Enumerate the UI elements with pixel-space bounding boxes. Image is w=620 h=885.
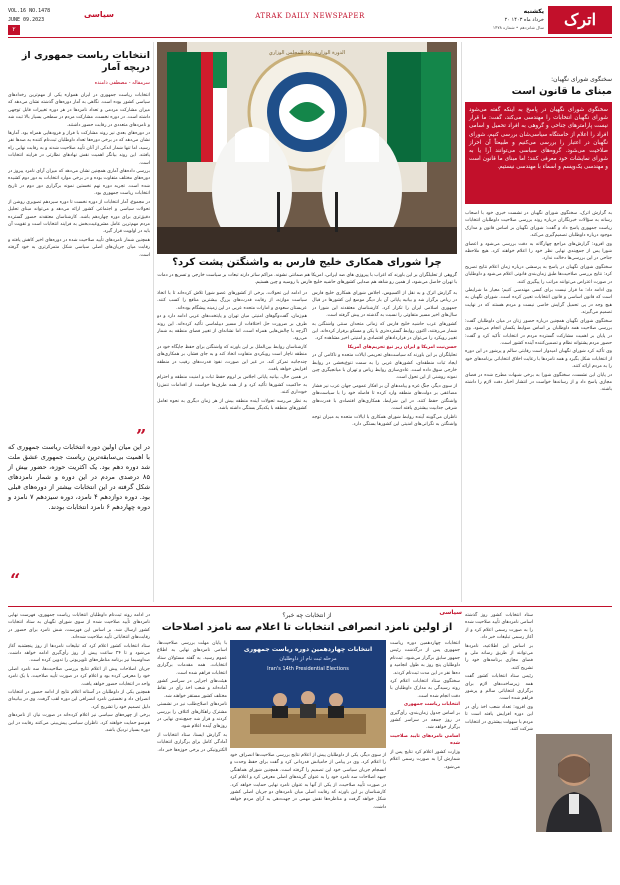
- quote-mark-end: “: [10, 570, 21, 591]
- right-title: مبنای ما قانون است: [511, 86, 612, 97]
- editorial-column: [8, 42, 150, 602]
- top-story-body-col2: در ادامه این تحولات، برخی از کشورهای عضو شورا تلاش کرده‌اند تا با اتخاذ سیاست موازنه، از رقابت قدرت‌های بزرگ بیشترین منافع را کسب کنند. عربستان سعودی و امارات متحده عربی در این زمینه پیشگام بوده‌اند. هم‌زمان، گفت‌وگوهای امنیتی میان تهران و پایتخت‌های عربی ادامه دارد و دو طرف بر ضرورت حل اختلافات از مسیر دیپلماسی تأکید کرده‌اند. این روند اگرچه با چالش‌هایی همراه است، اما نشانه‌ای از تغییر فضای منطقه به شمار می‌رود. کارشناسان روابط بین‌الملل بر این باورند که واشنگتن برای حفظ جایگاه خود در منطقه ناچار است رویکردی متفاوت اتخاذ کند و به جای فشار، بر همکاری‌های چندجانبه تمرکز کند. در غیر این صورت، نفوذ قدرت‌های رقیب در منطقه افزایش خواهد یافت. در همین حال، بیانیه پایانی اجلاس بر لزوم حفظ ثبات و امنیت منطقه و احترام به حاکمیت کشورها تأکید کرد و از همه طرف‌ها خواست از اقدامات تنش‌زا خودداری کنند. به نظر می‌رسد تحولات آینده منطقه بیش از هر زمان دیگری به نحوه تعامل کشورهای منطقه با یکدیگر بستگی داشته باشد.: [157, 291, 307, 412]
- election-photo: [230, 640, 386, 748]
- volume: VOL.16 NO.1478: [8, 8, 51, 14]
- editorial-byline: سرمقاله - مصطفی دامنده: [94, 80, 150, 86]
- bottom-rule: [8, 606, 612, 607]
- column-divider-right: [461, 42, 462, 602]
- masthead-rule: [8, 37, 612, 38]
- right-kicker: سخنگوی شورای نگهبان:: [551, 76, 612, 83]
- right-lead: سخنگوی شورای نگهبان در پاسخ به اینکه گفته می‌شود شورای نگهبان انتخابات را مهندسی می‌کند، گفت: ما قرار نیست پارامترهای جناحی و گروهی به افراد تحمیل و اسامی افراد را اعلام از خاستگاه سیاسی‌شان بررسی کنیم، شورای نگهبان در اعتبار را بررسی می‌کنیم و طبیعتاً آن احراز صلاحیت می‌شود. گروه‌های سیاسی می‌توانند آرا یا به شورای نمایشات خود معرفی کنند؛ اما مبنای ما قانون است و مهندسی یک‌ویسم و اسماء با مهندسی نیستیم.: [465, 102, 612, 204]
- date-en: JUNE 09.2023: [8, 17, 45, 23]
- right-body: به گزارش اترک، سخنگوی شورای نگهبان در نشست خبری خود با اصحاب رسانه به سؤالات خبرنگاران درباره روند بررسی صلاحیت داوطلبان انتخابات ریاست جمهوری پاسخ داد و گفت: شورای نگهبان بر اساس قانون و مدارک موجود درباره داوطلبان تصمیم‌گیری می‌کند. وی افزود: گزارش‌های مراجع چهارگانه به دقت بررسی می‌شود و اعضای شورا پس از جمع‌بندی نهایی نظر خود را اعلام خواهند کرد. هیچ ملاحظه جناحی در این بررسی‌ها دخالت ندارد. سخنگوی شورای نگهبان در پاسخ به پرسشی درباره زمان اعلام نتایج تصریح کرد: نتایج بررسی صلاحیت‌ها طبق زمان‌بندی قانونی اعلام می‌شود و داوطلبان در صورت اعتراض می‌توانند مراتب را پیگیری کنند. وی ادامه داد: ما قرار نیست برای کسی مهندسی کنیم؛ معیار ما شرایطی است که قانون اساسی و قانون انتخابات تعیین کرده است. شورای نگهبان به هیچ وجه در پی تحمیل گرایش خاصی نیست و مردم هستند که در نهایت تصمیم می‌گیرند. سخنگوی شورای نگهبان همچنین درباره حضور زنان در میان داوطلبان گفت: بررسی صلاحیت همه داوطلبان بر اساس ضوابط یکسان انجام می‌شود. وی در پایان بر اهمیت مشارکت گسترده مردم در انتخابات تأکید کرد و گفت: حضور مردم پشتوانه نظام و تضمین‌کننده آینده کشور است. وی تأکید کرد شورای نگهبان امیدوار است رقابتی سالم و پرشور در این دوره از انتخابات شکل بگیرد و همه نامزدها با رعایت اخلاق انتخاباتی برنامه‌های خود را به مردم ارائه کنند. در پایان این نشست، سخنگوی شورا به برخی شبهات مطرح شده در فضای مجازی پاسخ داد و از رسانه‌ها خواست در انتشار اخبار دقت لازم را داشته باشند.: [465, 211, 612, 393]
- editorial-body: انتخابات ریاست جمهوری در ایران همواره یکی از مهم‌ترین رخدادهای سیاسی کشور بوده است. نگاهی به آمار دوره‌های گذشته نشان می‌دهد که میزان مشارکت مردمی و تعداد نامزدها در هر دوره تغییرات قابل توجهی داشته است. در دوره نخست، مشارکت مردم در سطحی بسیار بالا ثبت شد و نامزدهای متعددی در رقابت حضور داشتند. در دوره‌های بعدی نیز روند مشارکت با فراز و فرودهایی همراه بود. آمارها نشان می‌دهد که در برخی دوره‌ها تعداد داوطلبان ثبت‌نام کننده به صدها نفر رسید، اما تنها شمار اندکی از آنان تأیید صلاحیت شدند و به رقابت نهایی راه یافتند. این روند بیانگر اهمیت نقش نهادهای نظارتی در فرایند انتخابات است. بررسی داده‌های آماری همچنین نشان می‌دهد که میزان آرای نامزد پیروز در دوره‌های مختلف متفاوت بوده و در برخی موارد انتخابات به دور دوم کشیده شده است. تجربه دوره نهم نخستین نمونه برگزاری دور دوم در تاریخ انتخابات ریاست جمهوری بود. در مجموع، آمار انتخابات از دوره نخست تا دوره سیزدهم تصویری روشن از تحولات سیاسی و اجتماعی کشور ارائه می‌دهد و می‌تواند مبنای تحلیل دقیق‌تری برای دوره چهاردهم باشد. کارشناسان معتقدند حضور گسترده مردم مهم‌ترین عامل مشروعیت‌بخش به فرایند انتخابات است و تقویت آن باید در اولویت قرار گیرد. همچنین شمار نامزدهای تأیید صلاحیت شده در دوره‌های اخیر کاهش یافته و رقابت میان جریان‌های اصلی سیاسی شکل متمرکزتری به خود گرفته است.: [8, 93, 150, 258]
- paper-name: ATRAK DAILY NEWSPAPER: [255, 12, 365, 20]
- issue-line: سال شانزدهم • شماره ۱۴۷۸: [492, 25, 544, 30]
- issue-date: ۲۰ خرداد ماه ۱۴۰۳: [504, 17, 544, 23]
- bottom-sub-heading: انتخابات ریاست جمهوری: [403, 702, 460, 708]
- bottom-body-far-left: در ادامه روند ثبت‌نام داوطلبان انتخابات ریاست جمهوری، فهرست نهایی نامزدهای تأیید صلاحیت شده از سوی شورای نگهبان به ستاد انتخابات کشور ارسال شد. بر اساس این فهرست، شش نامزد برای حضور در رقابت‌های انتخاباتی تأیید صلاحیت شده‌اند. ستاد انتخابات کشور اعلام کرد که تبلیغات نامزدها از روز پنجشنبه آغاز می‌شود و تا ۲۴ ساعت پیش از روز رأی‌گیری ادامه خواهد داشت. صداوسیما نیز برنامه مناظره‌های تلویزیونی را تدوین کرده است. جریان اصلاحات پیش از اعلام نتایج بررسی صلاحیت‌ها، سه نامزد اصلی خود را معرفی کرده بود و اعلام کرد در صورت تأیید صلاحیت، با یک نامزد واحد در انتخابات حضور خواهد یافت. همچنین یکی از داوطلبان در آستانه اعلام نتایج از ادامه حضور در انتخابات انصراف داد و نخستین نامزد انصرافی این دوره لقب گرفت. وی در بیانیه‌ای دلیل تصمیم خود را تشریح کرد. برخی از چهره‌های سیاسی نیز اعلام کرده‌اند در صورت نیاز، از نامزدهای هم‌سو حمایت خواهند کرد. ناظران سیاسی پیش‌بینی می‌کنند رقابت در این دوره بسیار نزدیک باشد.: [8, 613, 150, 734]
- top-headline: چرا شورای همکاری خلیج فارس به واشنگتن پشت کرد؟: [172, 257, 442, 268]
- section-tag: سیاسی: [83, 10, 115, 19]
- bottom-body-center-left: با پایان مهلت بررسی صلاحیت‌ها، اسامی نامزدهای نهایی به اطلاع عموم رسید. به گفته مسئولان ستاد انتخابات، همه مقدمات برگزاری انتخابات فراهم شده است. هیئت‌های اجرایی در سراسر کشور آماده‌اند و شعب اخذ رأی در نقاط مختلف کشور مستقر خواهند شد. نامزدهای اصلاح‌طلب نیز در نشستی مشترک راهکارهای ائتلاف را بررسی کردند و قرار شد جمع‌بندی نهایی در روزهای آینده اعلام شود. به گزارش ایسنا، ستاد انتخابات از آمادگی کامل برای برگزاری انتخابات الکترونیکی در برخی حوزه‌ها خبر داد.: [157, 641, 227, 753]
- top-story-body-col3: به گزارش اترک و به نقل از اکسیوس، اجلاس شورای همکاری خلیج فارس در ریاض برگزار شد و بیانیه پایانی آن بار دیگر موضع این کشورها در قبال جمهوری اسلامی ایران را تکرار کرد. کارشناسان معتقدند این شورا در سال‌های اخیر مسیر متفاوتی را نسبت به گذشته در پیش گرفته است. کشورهای عرب حاشیه خلیج فارس که زمانی متحدان سنتی واشنگتن به شمار می‌رفتند، اکنون روابط گسترده‌تری با پکن و مسکو برقرار کرده‌اند. این تغییر رویکرد را می‌توان در قراردادهای اقتصادی و امنیتی اخیر مشاهده کرد. حسن‌نیت امریکا و ایران زیر تیغ تحریم‌های آمریکا تحلیلگران بر این باورند که سیاست‌های تحریمی ایالات متحده و ناکامی آن در ایجاد ثبات منطقه‌ای، کشورهای عربی را به سمت تنوع‌بخشی در روابط خارجی سوق داده است. عادی‌سازی روابط ریاض و تهران با میانجیگری چین نمونه روشنی از این تحول است. از سوی دیگر، جنگ غزه و پیامدهای آن بر افکار عمومی جهان عرب نیز فشار مضاعفی بر دولت‌های منطقه وارد کرده تا فاصله خود را با سیاست‌های واشنگتن حفظ کنند. در این شرایط، همکاری‌های اقتصادی با قدرت‌های شرقی جذابیت بیشتری یافته است. ناظران می‌گویند آینده روابط شورای همکاری با ایالات متحده به میزان توجه واشنگتن به نگرانی‌های امنیتی این کشورها بستگی دارد.: [312, 291, 457, 427]
- masthead: [0, 0, 620, 40]
- bottom-kicker: از انتخابات چه خبر؟: [282, 612, 332, 619]
- right-column: [465, 42, 612, 602]
- bottom-body-center-right: انتخابات چهاردهمین دوره ریاست جمهوری پس از درگذشت رئیس جمهور سابق برگزار می‌شود. ثبت‌نام داوطلبان پنج روز به طول انجامید و ده‌ها نفر در این مدت ثبت‌نام کردند. سخنگوی ستاد انتخابات اعلام کرد روند رسیدگی به مدارک داوطلبان با دقت انجام شده است. انتخابات ریاست جمهوری بر اساس جدول زمان‌بندی، رأی‌گیری در روز جمعه در سراسر کشور برگزار خواهد شد. اسامی نامزدهای تایید صلاحیت شده وزارت کشور اعلام کرد نتایج پس از شمارش آرا به صورت رسمی اعلام می‌شود.: [390, 641, 460, 770]
- bottom-section-tag: سیاسی: [439, 609, 462, 616]
- editorial-title: انتخابات ریاست جمهوری از دریچه آمار: [21, 50, 150, 73]
- editorial-pull-quote: در این میان اولین دوره انتخابات ریاست جمهوری که با اهمیت بی‌سابقه‌ترین ریاست جمهوری عشق ملت شد دوره دهم بود. یک اکثریت حوزه، حضور بیش از ۸۵ درصدی مردم در این دوره و شمار نامزدهای شکل گرفته در این انتخابات بیشتر از دوره‌های قبلی بود. دوره دوازدهم ۴ نامزد، دوره سیزدهم ۷ نامزد و دوره چهاردهم ۶ نامزد انتخابات بودند.: [8, 443, 151, 511]
- bottom-body-right: ستاد انتخابات کشور روز گذشته اسامی نامزدهای تأیید صلاحیت شده را به صورت رسمی اعلام کرد و از آغاز رسمی تبلیغات خبر داد. بر اساس این اطلاعیه، نامزدها می‌توانند از طریق رسانه ملی و فضای مجازی برنامه‌های خود را تشریح کنند. رئیس ستاد انتخابات کشور گفت همه زیرساخت‌های لازم برای برگزاری انتخاباتی سالم و پرشور فراهم شده است. وی افزود: تعداد شعب اخذ رأی در این دوره افزایش یافته است تا مردم با سهولت بیشتری در انتخابات شرکت کنند.: [465, 613, 533, 733]
- portrait-illustration: [536, 734, 612, 832]
- banner-english: Iran's 14th Presidential Elections: [267, 666, 349, 672]
- summit-illustration: [157, 42, 457, 254]
- summit-photo: [157, 42, 457, 254]
- banner-title: انتخابات چهاردهمین دوره ریاست جمهوری: [243, 646, 373, 653]
- quote-mark: ”: [136, 426, 147, 447]
- issue-day: یکشنبه: [523, 8, 544, 15]
- logo: اترک: [548, 6, 612, 34]
- press-conference-illustration: [230, 678, 386, 748]
- column-divider-left: [153, 42, 154, 602]
- spokesman-portrait: [536, 734, 612, 832]
- bottom-sub-heading-2: اسامی نامزدهای تایید صلاحیت شده: [390, 733, 460, 747]
- bottom-headline: از اولین نامزد انصرافی انتخابات تا اعلام سه نامزد اصلاحات: [161, 622, 453, 633]
- banner-subtitle: مرحله ثبت نام از داوطلبان: [279, 656, 337, 662]
- bottom-body-under-photo: از سوی دیگر، یکی از داوطلبان پیش از اعلام نتایج بررسی صلاحیت‌ها انصراف خود را اعلام کرد. وی در پیامی از حامیانش قدردانی کرد و گفت برای حفظ وحدت و انسجام جریان سیاسی خود این تصمیم را گرفته است. همچنین شورای هماهنگی جبهه اصلاحات سه نامزد خود را به عنوان گزینه‌های اصلی معرفی کرد و اعلام کرد در صورت تأیید صلاحیت، از یکی از آنها به عنوان نامزد نهایی حمایت خواهد کرد. کارشناسان بر این باورند که رقابت اصلی میان نامزدهای دو جریان اصلی کشور شکل خواهد گرفت و مناظره‌ها نقش مهمی در جهت‌دهی به آرای مردم خواهد داشت.: [230, 753, 386, 810]
- page-number: ۲: [8, 25, 20, 35]
- top-caption: گروهی از تحلیلگران بر این باورند که اعراب با پیروزی های ضد ایرانی، امریکا هم ضمانتی نشوند. مزاکم ساتر دارند تبعات بر سیاست خارجی و تسریع در دمات با تهران خاصل می‌شود، از همین رو شاهد هم صدایی کشورهای حاشیه خلیج فارس با روسیه و چین هستیم.: [157, 273, 457, 285]
- photo-banner-text: الدورة الوزارية ۱۶۰ للمجلس الوزاري: [268, 50, 346, 56]
